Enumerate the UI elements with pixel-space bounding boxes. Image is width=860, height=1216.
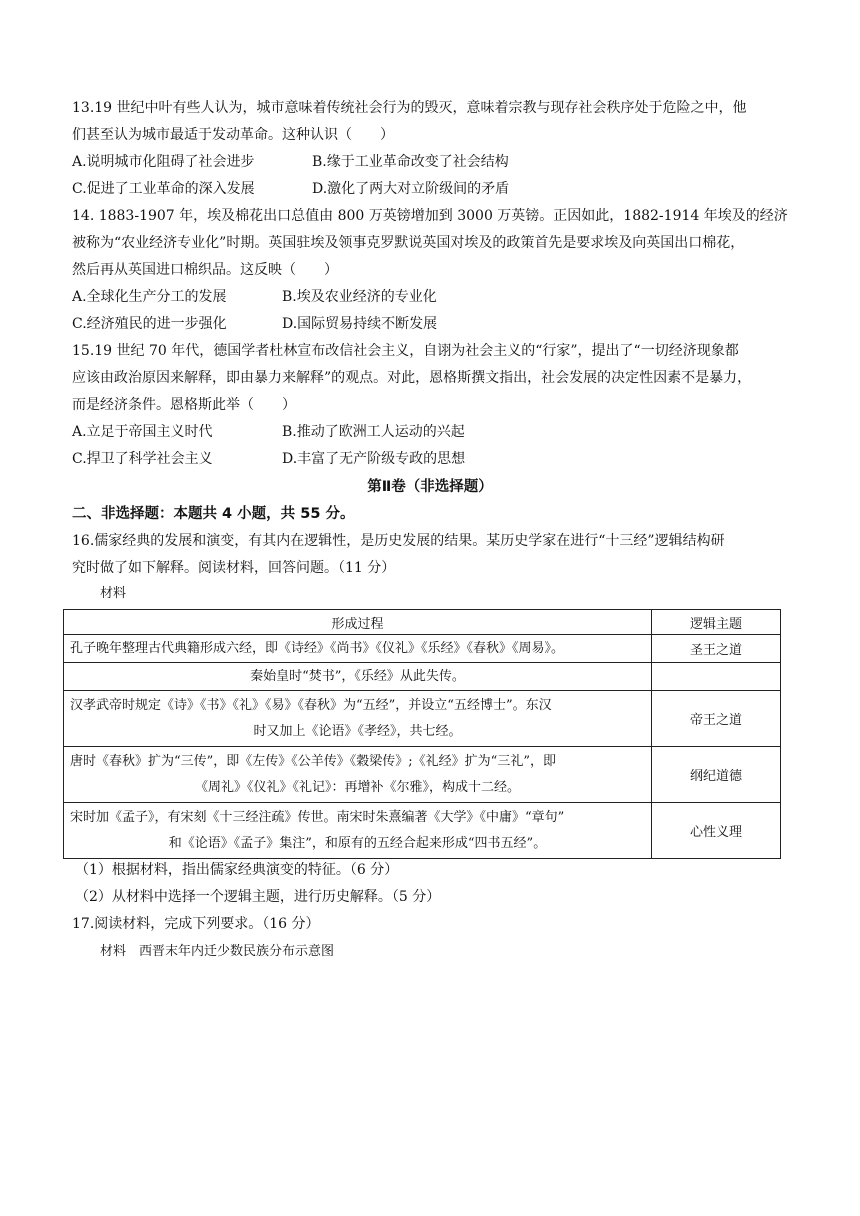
q13-stem-line1: 13.19 世纪中叶有些人认为，城市意味着传统社会行为的毁灭，意味着宗教与现存社会秩序处于危险之中，他 [72,100,747,116]
q16-sub-question-1: （1）根据材料，指出儒家经典演变的特征。（6 分） [75,862,399,878]
q15-option-d: D.丰富了无产阶级专政的思想 [282,451,466,467]
q14-stem-line3: 然后再从英国进口棉织品。这反映（ ） [72,262,338,278]
q13-option-a: A.说明城市化阻碍了社会进步 [72,154,255,170]
q17-material-caption: 材料 西晋末年内迁少数民族分布示意图 [100,944,335,959]
row-topic-cell: 纲纪道德 [652,747,781,803]
row-topic-cell [652,663,781,691]
row-topic-cell: 心性义理 [652,803,781,859]
table-row [64,663,781,691]
q14-option-b: B.埃及农业经济的专业化 [282,289,437,305]
row-process-line: 《周礼》《仪礼》《礼记》：再增补《尔雅》，构成十二经。 [194,779,520,795]
table-row [64,635,781,663]
q16-material-label: 材料 [100,586,127,601]
table-header-row [64,610,781,635]
row-process-line: 汉孝武帝时规定《诗》《书》《礼》《易》《春秋》为“五经”，并设立“五经博士”。东汉 [70,697,552,713]
row-process-cell [64,691,652,747]
q14-option-d: D.国际贸易持续不断发展 [282,316,438,332]
row-process-line: 时又加上《论语》《孝经》，共七经。 [253,723,462,739]
table-row [64,803,781,859]
row-process-line: 宋时加《孟子》，有宋刻《十三经注疏》传世。南宋时朱熹编著《大学》《中庸》“章句” [70,809,565,825]
q16-material-table [63,609,781,859]
row-process-line: 秦始皇时“焚书”，《乐经》从此失传。 [250,668,465,684]
table-row [64,747,781,803]
row-process-cell [64,663,652,691]
row-process-line: 孔子晚年整理古代典籍形成六经，即《诗经》《尚书》《仪礼》《乐经》《春秋》《周易》。 [70,640,565,656]
q13-stem-line2: 们甚至认为城市最适于发动革命。这种认识（ ） [72,127,394,143]
section2-title: 二、非选择题：本题共 4 小题，共 55 分。 [72,506,355,522]
q14-option-c: C.经济殖民的进一步强化 [72,316,227,332]
q15-stem-line2: 应该由政治原因来解释，即由暴力来解释”的观点。对此，恩格斯撰文指出，社会发展的决定性因素不是暴力， [72,370,752,386]
q15-option-c: C.捍卫了科学社会主义 [72,451,213,467]
q14-option-a: A.全球化生产分工的发展 [72,289,227,305]
q15-stem-line1: 15.19 世纪 70 年代，德国学者杜林宣布改信社会主义，自诩为社会主义的“行家”，提出了“一切经济现象都 [72,343,739,359]
q13-option-c: C.促进了工业革命的深入发展 [72,181,255,197]
row-process-line: 和《论语》《孟子》集注”，和原有的五经合起来形成“四书五经”。 [168,835,547,851]
q16-sub-question-2: （2）从材料中选择一个逻辑主题，进行历史解释。（5 分） [75,889,441,905]
row-process-cell [64,803,652,859]
row-process-line: 唐时《春秋》扩为“三传”，即《左传》《公羊传》《穀梁传》;《礼经》扩为“三礼”，即 [70,753,556,769]
q15-stem-line3: 而是经济条件。恩格斯此举（ ） [72,397,296,413]
q13-option-b: B.缘于工业革命改变了社会结构 [312,154,509,170]
row-topic-cell: 帝王之道 [652,691,781,747]
q13-option-d: D.激化了两大对立阶级间的矛盾 [312,181,510,197]
part2-title: 第Ⅱ卷（非选择题） [367,479,493,495]
row-process-cell [64,635,652,663]
q16-stem-line1: 16.儒家经典的发展和演变，有其内在逻辑性，是历史发展的结果。某历史学家在进行“十三经”逻辑结构研 [72,533,725,549]
table-row [64,691,781,747]
header-process: 形成过程 [64,610,652,635]
row-topic-cell: 圣王之道 [652,635,781,663]
q15-option-a: A.立足于帝国主义时代 [72,424,213,440]
q17-stem-line1: 17.阅读材料，完成下列要求。（16 分） [72,916,320,932]
q16-stem-line2: 究时做了如下解释。阅读材料，回答问题。（11 分） [72,560,396,576]
q14-stem-line1: 14. 1883-1907 年，埃及棉花出口总值由 800 万英镑增加到 3000 万英镑。正因如此，1882-1914 年埃及的经济 [72,208,788,224]
header-topic: 逻辑主题 [652,610,781,635]
row-process-cell [64,747,652,803]
q15-option-b: B.推动了欧洲工人运动的兴起 [282,424,465,440]
q14-stem-line2: 被称为“农业经济专业化”时期。英国驻埃及领事克罗默说英国对埃及的政策首先是要求埃及向英国出口棉花， [72,235,745,251]
